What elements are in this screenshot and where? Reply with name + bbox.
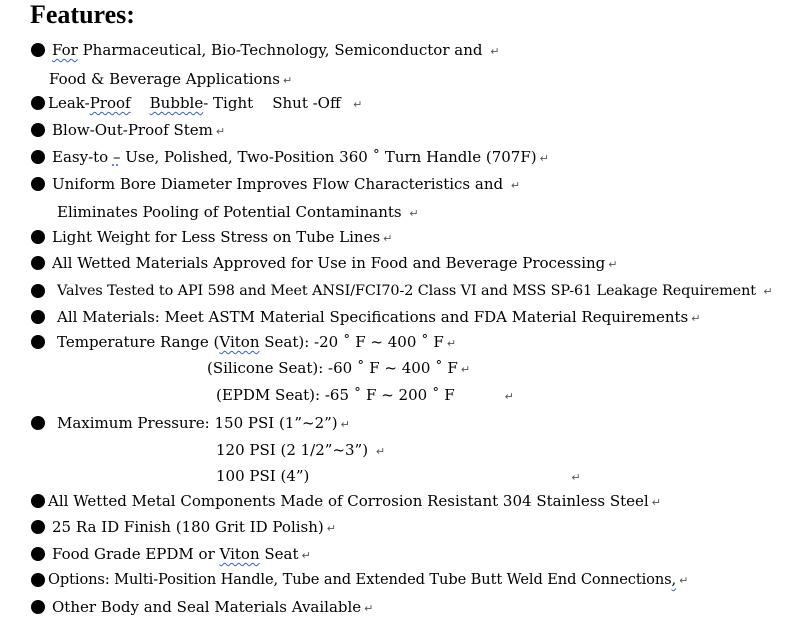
feature-line: All Wetted Materials Approved for Use in Food and Beverage Processing ↵ — [52, 254, 618, 272]
bullet-icon — [31, 230, 45, 244]
bullet-icon — [31, 150, 45, 164]
feature-line: Light Weight for Less Stress on Tube Lines ↵ — [52, 228, 393, 246]
feature-line: Temperature Range (Viton Seat): -20 ˚ F ~ 400 ˚ F ↵ — [57, 333, 457, 351]
bullet-icon — [31, 335, 45, 349]
bullet-icon — [31, 573, 45, 587]
bullet-icon — [31, 547, 45, 561]
feature-line: Uniform Bore Diameter Improves Flow Characteristics and ↵ — [52, 175, 521, 193]
feature-line: Easy-to – Use, Polished, Two-Position 360 ˚ Turn Handle (707F) ↵ — [52, 148, 549, 166]
feature-line: Options: Multi-Position Handle, Tube and Extended Tube Butt Weld End Connections, ↵ — [48, 571, 689, 588]
bullet-icon — [31, 123, 45, 137]
temperature-line: (EPDM Seat): -65 ˚ F ~ 200 ˚ F ↵ — [216, 386, 514, 404]
feature-line-continued: Food & Beverage Applications ↵ — [49, 70, 293, 88]
bullet-icon — [31, 310, 45, 324]
feature-line: Maximum Pressure: 150 PSI (1”~2”) ↵ — [57, 414, 350, 432]
feature-line: Food Grade EPDM or Viton Seat ↵ — [52, 545, 311, 563]
features-heading: Features: — [30, 0, 135, 29]
feature-line-continued: Eliminates Pooling of Potential Contaminants ↵ — [57, 203, 419, 221]
feature-line: 25 Ra ID Finish (180 Grit ID Polish) ↵ — [52, 518, 336, 536]
feature-line: Valves Tested to API 598 and Meet ANSI/FCI70-2 Class VI and MSS SP-61 Leakage Requirement ↵ — [57, 283, 773, 299]
feature-line: Other Body and Seal Materials Available ↵ — [52, 598, 374, 616]
temperature-line: (Silicone Seat): -60 ˚ F ~ 400 ˚ F ↵ — [207, 359, 471, 377]
bullet-icon — [31, 494, 45, 508]
bullet-icon — [31, 177, 45, 191]
feature-line: For Pharmaceutical, Bio-Technology, Semiconductor and ↵ — [52, 41, 500, 59]
pressure-line: 100 PSI (4”) ↵ — [216, 467, 581, 485]
bullet-icon — [31, 520, 45, 534]
bullet-icon — [31, 416, 45, 430]
feature-line: Blow-Out-Proof Stem ↵ — [52, 121, 226, 139]
bullet-icon — [31, 284, 45, 298]
bullet-icon — [31, 43, 45, 57]
bullet-icon — [31, 96, 45, 110]
feature-line: Leak-Proof Bubble- Tight Shut -Off ↵ — [48, 94, 363, 112]
bullet-icon — [31, 256, 45, 270]
feature-line: All Materials: Meet ASTM Material Specifications and FDA Material Requirements ↵ — [57, 308, 701, 326]
feature-line: All Wetted Metal Components Made of Corrosion Resistant 304 Stainless Steel ↵ — [48, 492, 661, 510]
bullet-icon — [31, 600, 45, 614]
pressure-line: 120 PSI (2 1/2”~3”) ↵ — [216, 441, 386, 459]
